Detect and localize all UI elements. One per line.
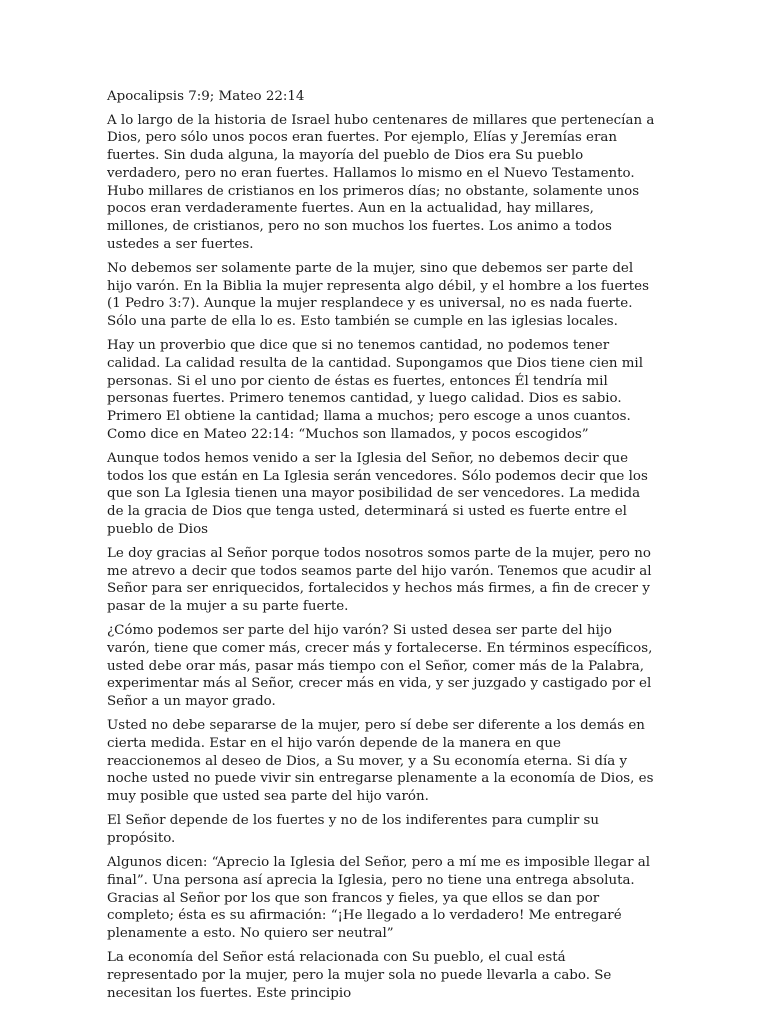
paragraph: La economía del Señor está relacionada con Su pueblo, el cual está representado por la mujer, pero la mujer sola no puede llevarla a cabo. Se necesitan los fuertes. Este principio	[107, 950, 612, 1001]
paragraph: A lo largo de la historia de Israel hubo centenares de millares que pertenecían a Dios, pero sólo unos pocos eran fuertes. Por ejemplo, Elías y Jeremías eran fuertes. Sin duda alguna, la mayoría del pueblo de Dios era Su pueblo verdadero, pero no eran fuertes. Hallamos lo mismo en el Nuevo Testamento. Hubo millares de cristianos en los primeros días; no obstante, solamente unos pocos eran verdaderamente fuertes. Aun en la actualidad, hay millares, millones, de cristianos, pero no son muchos los fuertes. Los animo a todos ustedes a ser fuertes.	[107, 112, 655, 252]
paragraph: No debemos ser solamente parte de la mujer, sino que debemos ser parte del hijo varón. En la Biblia la mujer representa algo débil, y el hombre a los fuertes (1 Pedro 3:7). Aunque la mujer resplandece y es universal, no es nada fuerte. Sólo una parte de ella lo es. Esto también se cumple en las iglesias locales.	[107, 260, 649, 329]
paragraph: Le doy gracias al Señor porque todos nosotros somos parte de la mujer, pero no me atrevo a decir que todos seamos parte del hijo varón. Tenemos que acudir al Señor para ser enriquecidos, fortalecidos y hechos más firmes, a fin de crecer y pasar de la mujer a su parte fuerte.	[107, 545, 652, 614]
paragraph: ¿Cómo podemos ser parte del hijo varón? Si usted desea ser parte del hijo varón, tiene que comer más, crecer más y fortalecerse. En términos específicos, usted debe orar más, pasar más tiempo con el Señor, comer más de la Palabra, experimentar más al Señor, crecer más en vida, y ser juzgado y castigado por el Señor a un mayor grado.	[107, 623, 653, 709]
paragraph: Aunque todos hemos venido a ser la Iglesia del Señor, no debemos decir que todos los que están en La Iglesia serán vencedores. Sólo podemos decir que los que son La Iglesia tienen una mayor posibilidad de ser vencedores. La medida de la gracia de Dios que tenga usted, determinará si usted es fuerte entre el pueblo de Dios	[107, 450, 648, 537]
paragraph: El Señor depende de los fuertes y no de los indiferentes para cumplir su propósito.	[107, 813, 600, 846]
paragraph: Algunos dicen: “Aprecio la Iglesia del Señor, pero a mí me es imposible llegar al final”. Una persona así aprecia la Iglesia, pero no tiene una entrega absoluta. Gracias al Señor por los que son francos y fieles, ya que ellos se dan por completo; ésta es su afirmación: “¡He llegado a lo verdadero! Me entregaré plenamente a esto. No quiero ser neutral”	[107, 855, 651, 941]
document-page	[107, 88, 655, 1009]
paragraph: Hay un proverbio que dice que si no tenemos cantidad, no podemos tener calidad. La calidad resulta de la cantidad. Supongamos que Dios tiene cien mil personas. Si el uno por ciento de éstas es fuertes, entonces Él tendría mil personas fuertes. Primero tenemos cantidad, y luego calidad. Dios es sabio. Primero El obtiene la cantidad; llama a muchos; pero escoge a unos cuantos. Como dice en Mateo 22:14: “Muchos son llamados, y pocos escogidos”	[107, 338, 643, 442]
scripture-reference: Apocalipsis 7:9; Mateo 22:14	[107, 89, 305, 104]
paragraph: Usted no debe separarse de la mujer, pero sí debe ser diferente a los demás en cierta medida. Estar en el hijo varón depende de la manera en que reaccionemos al deseo de Dios, a Su mover, y a Su economía eterna. Si día y noche usted no puede vivir sin entregarse plenamente a la economía de Dios, es muy posible que usted sea parte del hijo varón.	[107, 718, 654, 805]
